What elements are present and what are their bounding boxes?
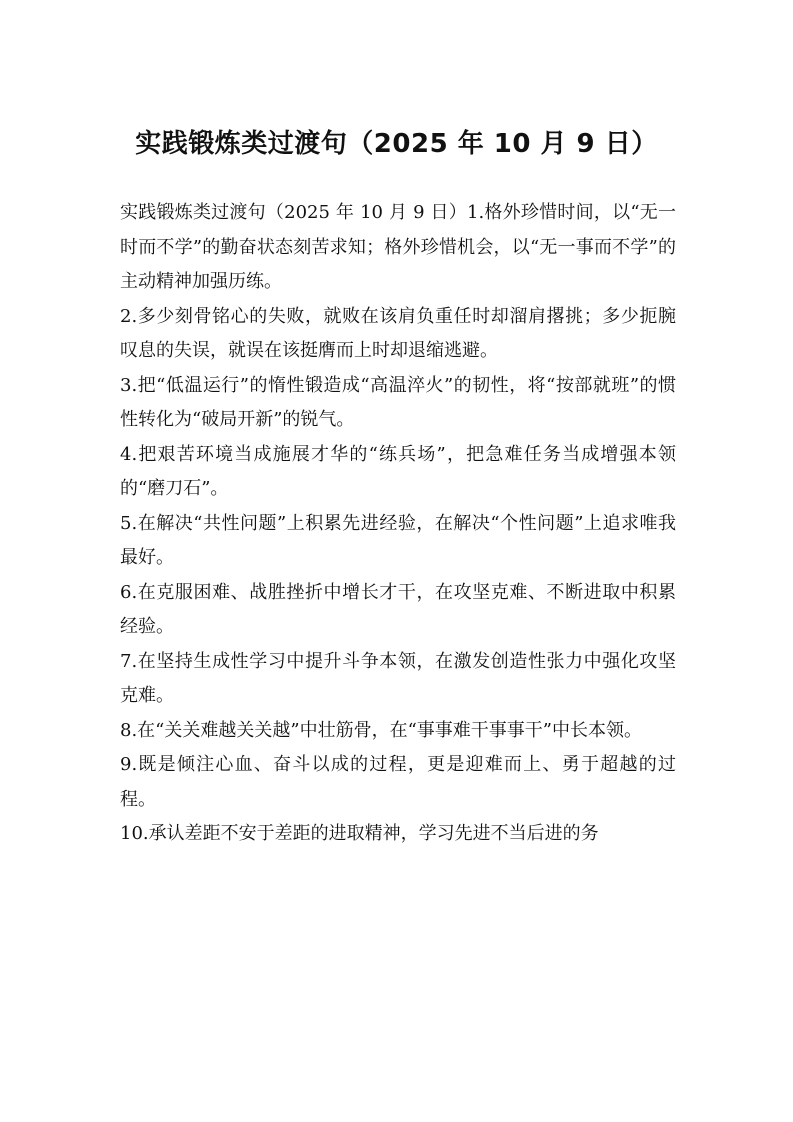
paragraph-8: 8.在“关关难越关关越”中壮筋骨，在“事事难干事事干”中长本领。 <box>120 719 642 741</box>
paragraph-6: 6.在克服困难、战胜挫折中增长才干，在攻坚克难、不断进取中积累经验。 <box>120 581 676 637</box>
document-body <box>120 196 676 852</box>
paragraph-4: 4.把艰苦环境当成施展才华的“练兵场”，把急难任务当成增强本领的“磨刀石”。 <box>120 443 676 499</box>
paragraph-10: 10.承认差距不安于差距的进取精神，学习先进不当后进的务 <box>120 823 599 844</box>
paragraph-5: 5.在解决“共性问题”上积累先进经验，在解决“个性问题”上追求唯我最好。 <box>120 512 676 568</box>
paragraph-2: 2.多少刻骨铭心的失败，就败在该肩负重任时却溜肩撂挑；多少扼腕叹息的失误，就误在该挺膺而上时却退缩逃避。 <box>120 305 676 361</box>
paragraph-7: 7.在坚持生成性学习中提升斗争本领，在激发创造性张力中强化攻坚克难。 <box>120 650 676 706</box>
paragraph-9: 9.既是倾注心血、奋斗以成的过程，更是迎难而上、勇于超越的过程。 <box>120 754 676 810</box>
paragraph-1: 实践锻炼类过渡句（2025 年 10 月 9 日）1.格外珍惜时间，以“无一时而不学”的勤奋状态刻苦求知；格外珍惜机会，以“无一事而不学”的主动精神加强历练。 <box>120 202 676 292</box>
paragraph-3: 3.把“低温运行”的惰性锻造成“高温淬火”的韧性，将“按部就班”的惯性转化为“破局开新”的锐气。 <box>120 374 676 430</box>
document-title: 实践锻炼类过渡句（2025 年 10 月 9 日） <box>135 129 658 159</box>
